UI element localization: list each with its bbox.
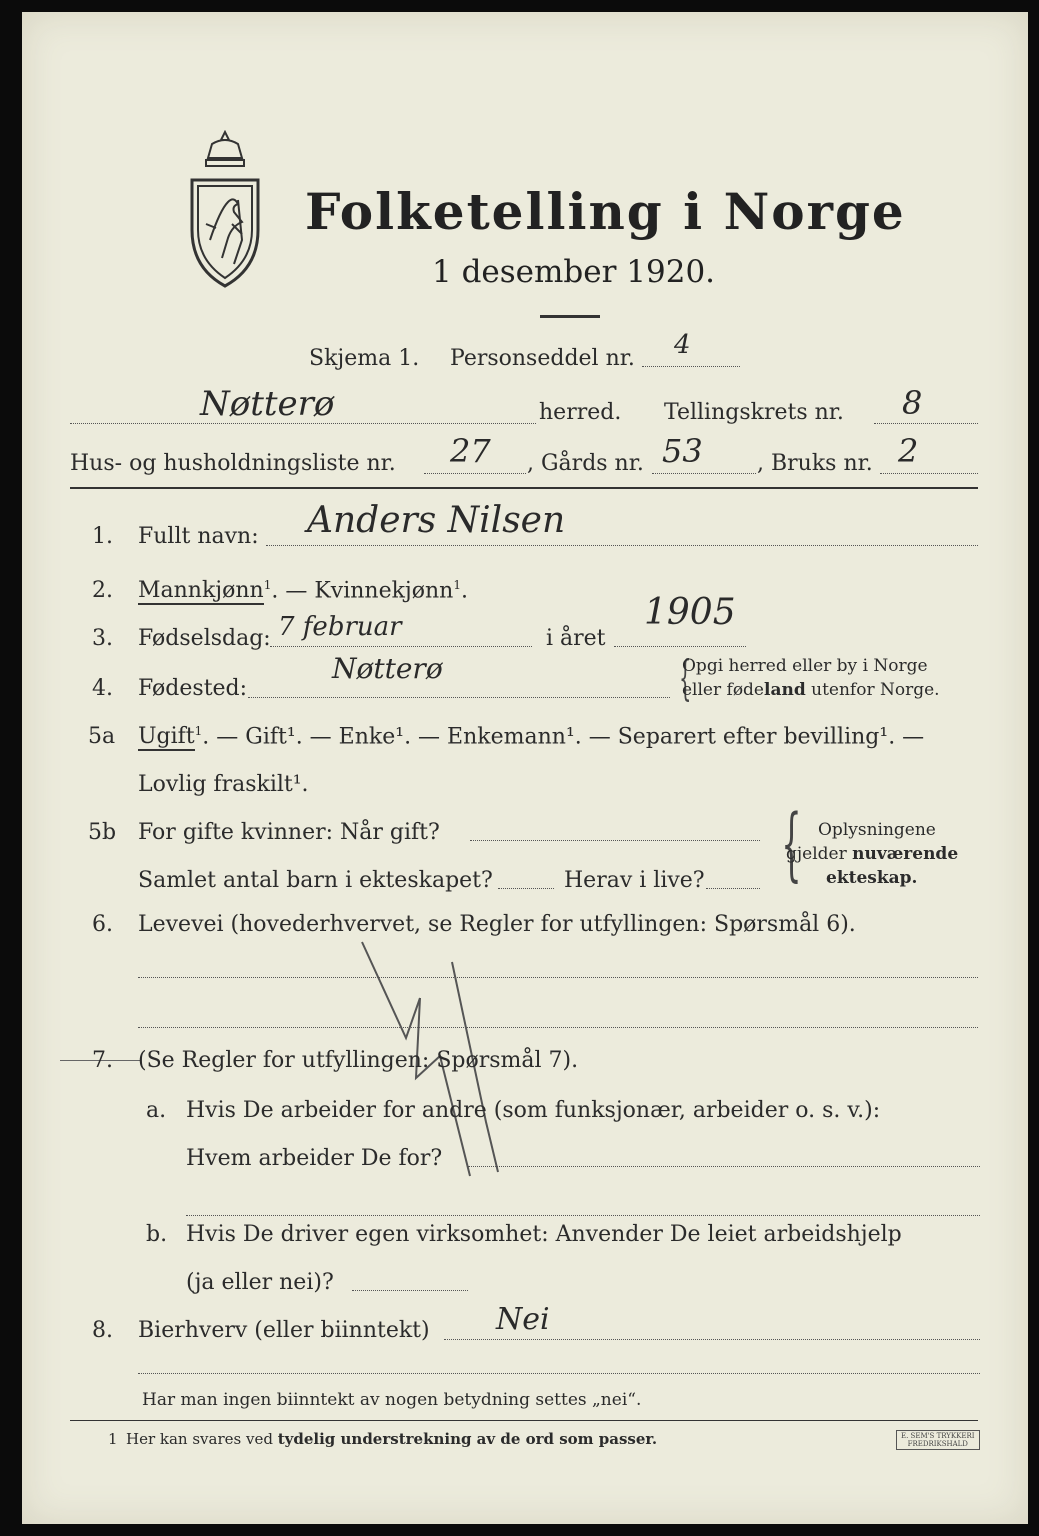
q7a-line-1 [468, 1166, 980, 1167]
q2-male-option[interactable]: Mannkjønn [138, 578, 264, 604]
q6-label: Levevei (hovederhvervet, se Regler for utfyllingen: Spørsmål 6). [138, 912, 856, 937]
q7a-label1: Hvis De arbeider for andre (som funksjonær, arbeider o. s. v.): [186, 1098, 881, 1123]
q5b-label-children: Samlet antal barn i ekteskapet? [138, 868, 493, 893]
q5b-children-line [498, 888, 554, 889]
q7b-line [352, 1290, 468, 1291]
q2-number: 2. [92, 578, 113, 603]
q3-number: 3. [92, 626, 113, 651]
q8-line [444, 1339, 980, 1340]
gards-label: , Gårds nr. [527, 451, 644, 476]
q4-label: Fødested: [138, 676, 248, 701]
footnote-text: Her kan svares ved tydelig understrekning av de ord som passer. [126, 1430, 658, 1448]
q5b-note-line2: gjelder nuværende [786, 844, 959, 864]
q5a-ugift-option[interactable]: Ugift [138, 724, 195, 750]
q2-female-option[interactable]: Kvinnekjønn [314, 578, 454, 604]
q5a-number: 5a [88, 724, 116, 749]
q4-value[interactable]: Nøtterø [332, 652, 443, 685]
personseddel-value[interactable]: 4 [674, 330, 691, 360]
header-divider [70, 487, 978, 489]
title-divider [540, 315, 600, 318]
q4-note-line1: Opgi herred eller by i Norge [682, 656, 928, 676]
bruks-line [880, 473, 978, 474]
q5b-note-line3: ekteskap. [826, 868, 918, 888]
herred-value[interactable]: Nøtterø [200, 384, 335, 424]
q4-note-brace: { [679, 650, 692, 706]
gards-line [652, 473, 756, 474]
personseddel-line [642, 366, 740, 367]
q3-year-line [614, 646, 746, 647]
coat-of-arms-icon [180, 130, 270, 290]
q7b-number: b. [146, 1222, 168, 1247]
q1-number: 1. [92, 524, 113, 549]
q6-number: 6. [92, 912, 113, 937]
q8-number: 8. [92, 1318, 113, 1343]
q3-day-value[interactable]: 7 februar [278, 612, 402, 642]
q7b-label1: Hvis De driver egen virksomhet: Anvender De leiet arbeidshjelp [186, 1222, 902, 1247]
q2-options: Mannkjønn$^1$. — Kvinnekjønn$^1$. [138, 578, 468, 604]
q3-label: Fødselsdag: [138, 626, 271, 651]
q7b-label2: (ja eller nei)? [186, 1270, 334, 1295]
q8-line-2 [138, 1373, 980, 1374]
q4-note-line2: eller fødeland utenfor Norge. [682, 680, 940, 700]
footer-divider [70, 1420, 978, 1421]
footnote-number: 1 [108, 1430, 118, 1448]
census-form-page [22, 12, 1028, 1524]
q5b-number: 5b [88, 820, 117, 845]
q7a-line-2 [186, 1215, 980, 1216]
q3-year-label: i året [546, 626, 606, 651]
herred-label: herred. [539, 400, 622, 425]
personseddel-label: Personseddel nr. [450, 346, 635, 371]
q1-label: Fullt navn: [138, 524, 259, 549]
q6-line-1 [138, 977, 978, 978]
q5b-note-line1: Oplysningene [818, 820, 936, 840]
form-title: Folketelling i Norge [305, 182, 906, 241]
hus-value[interactable]: 27 [450, 432, 491, 470]
skjema-label: Skjema 1. [309, 346, 420, 371]
printer-stamp: E. SEM'S TRYKKERI FREDRIKSHALD [896, 1430, 980, 1450]
bruks-label: , Bruks nr. [757, 451, 873, 476]
form-date: 1 desember 1920. [432, 254, 716, 290]
q7a-label2: Hvem arbeider De for? [186, 1146, 443, 1171]
q5a-line2: Lovlig fraskilt¹. [138, 772, 309, 797]
tellingskrets-value[interactable]: 8 [902, 384, 923, 422]
income-note: Har man ingen biinntekt av nogen betydning settes „nei“. [142, 1390, 642, 1410]
q5b-label-married: For gifte kvinner: Når gift? [138, 820, 440, 845]
q3-day-line [270, 646, 532, 647]
q4-line [248, 697, 670, 698]
q3-year-value[interactable]: 1905 [644, 592, 736, 633]
q1-value[interactable]: Anders Nilsen [307, 500, 566, 541]
q7-label: (Se Regler for utfyllingen: Spørsmål 7). [138, 1048, 579, 1073]
gards-value[interactable]: 53 [662, 432, 703, 470]
q7-number: 7. [92, 1048, 113, 1073]
q5a-options: Ugift$^1$. — Gift¹. — Enke¹. — Enkemann¹. — Separert efter bevilling¹. — [138, 724, 925, 750]
q5b-married-line [470, 840, 760, 841]
hus-label: Hus- og husholdningsliste nr. [70, 451, 396, 476]
bruks-value[interactable]: 2 [898, 432, 919, 470]
q7a-number: a. [146, 1098, 167, 1123]
q6-line-2 [138, 1027, 978, 1028]
q5b-label-alive: Herav i live? [564, 868, 705, 893]
q8-label: Bierhverv (eller biinntekt) [138, 1318, 430, 1343]
q8-value[interactable]: Nei [496, 1302, 550, 1337]
tellingskrets-label: Tellingskrets nr. [664, 400, 844, 425]
q1-line [266, 545, 978, 546]
q5b-note-brace: { [781, 797, 802, 890]
hus-line [424, 473, 526, 474]
tellingskrets-line [874, 423, 978, 424]
q4-number: 4. [92, 676, 113, 701]
q5b-alive-line [706, 888, 760, 889]
